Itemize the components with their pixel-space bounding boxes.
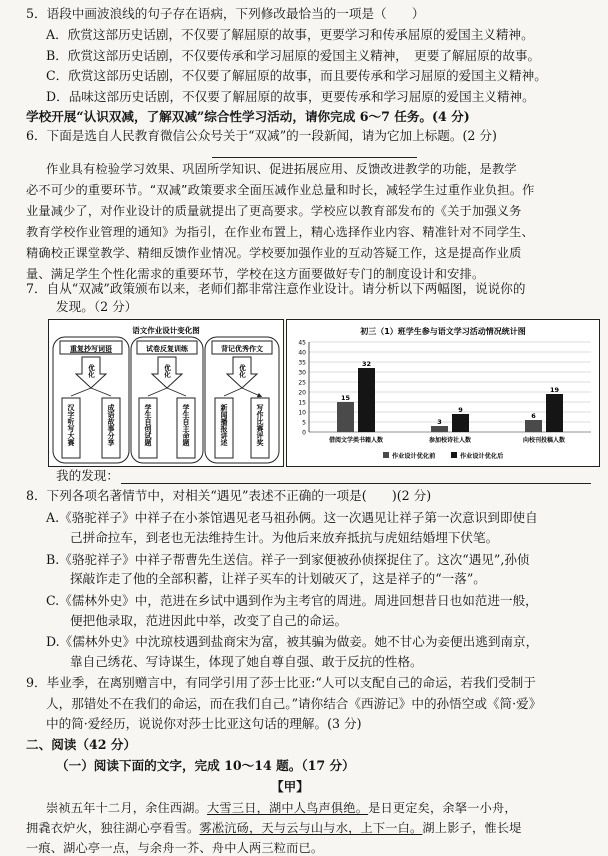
q6-title-blank[interactable] (212, 144, 417, 158)
bar-after (452, 414, 469, 432)
y-tick-label: 15 (298, 399, 306, 407)
bar-before (525, 420, 542, 432)
q9-line-1: 9．毕业季，在离别赠言中，有同学引用了莎士比亚:“人可以支配自己的命运，若我们受制于 (26, 675, 536, 690)
diagram-title: 语文作业设计变化图 (132, 326, 200, 335)
y-tick-label: 40 (298, 349, 306, 357)
q7-stem-line-2: 发现。（2 分） (56, 299, 138, 314)
activity-chart-svg (287, 320, 599, 466)
q9-line-3: 中的简·爱经历，说说你对莎士比亚这句话的理解。(3 分) (46, 716, 362, 731)
bar-value-label: 15 (340, 394, 351, 402)
q8-option-b-line-2: 探敲诈走了他的全部积蓄，让祥子买车的计划破灭了，这是祥子的“一落”。 (70, 571, 486, 586)
q5-stem: 5．语段中画波浪线的句子存在语病，下列修改最恰当的一项是（ ） (26, 6, 425, 21)
legend-swatch (451, 452, 457, 458)
q5-option-d: D．品味这部历史话剧，不仅要了解屈原的故事，更要传承和学习屈原的爱国主义精神。 (46, 89, 535, 104)
leaf-3: 学生自创试题 (144, 404, 152, 446)
leaf-6: 写作比赛评奖 (256, 404, 264, 446)
q7-figures (48, 319, 600, 467)
q8-option-b-line-1: B.《骆驼祥子》中祥子帮曹先生送信。祥子一到家便被孙侦探捉住了。这次“遇见”,孙侦 (46, 552, 530, 567)
y-tick-label: 20 (298, 389, 306, 397)
optimize-arrow-right (227, 357, 257, 388)
y-tick-label: 25 (298, 379, 306, 387)
y-tick-label: 35 (298, 359, 306, 367)
q9-line-2: 人，那错处不在我们的命运，而在我们自己。”请你结合《西游记》中的孙悟空或《简·爱》 (46, 696, 542, 711)
passage-line-1: 崇祯五年十二月，余住西湖。大雪三日，湖中人鸟声俱绝。是日更定矣，余拏一小舟， (46, 801, 517, 815)
bar-value-label: 6 (531, 412, 536, 420)
diagram-top-left-label: 重复抄写词语 (70, 345, 112, 353)
q7-stem-line-1: 7．自从“双减”政策颁布以来，老师们都非常注意作业设计。请分析以下两幅图，说说你的 (26, 281, 526, 296)
x-category-label: 借阅文学类书籍人数 (328, 437, 384, 444)
bar-after (358, 368, 375, 432)
leaf-1: 汉字听写大赛 (67, 404, 75, 446)
bar-before (431, 426, 448, 432)
y-tick-label: 0 (302, 429, 306, 437)
q8-stem: 8．下列各项名著情节中，对相关“遇见”表述不正确的一项是( )(2 分) (26, 488, 432, 503)
chart-title: 初三（1）班学生参与语文学习活动情况统计图 (360, 327, 526, 336)
passage-label: 【甲】 (271, 779, 309, 794)
q6-news-line-6: 量、满足学生个性化需求的重要环节，学校在这方面要做好专门的制度设计和安排。 (26, 267, 485, 281)
q5-option-a: A．欣赏这部历史话剧，不仅要了解屈原的故事，更要学习和传承屈原的爱国主义精神。 (46, 27, 534, 42)
q6-stem: 6．下面是选自人民教育微信公众号关于“双减”的一段新闻，请为它加上标题。(2 分) (26, 128, 497, 143)
optimize-arrow-middle (152, 357, 182, 388)
y-tick-label: 5 (302, 419, 306, 427)
svg-text:优化: 优化 (87, 364, 95, 378)
y-tick-label: 45 (298, 339, 306, 347)
q6-news-line-2: 必不可少的重要环节。“双减”政策要求全面压减作业总量和时长，减轻学生过重作业负担。作 (26, 183, 535, 197)
legend-label: 作业设计优化后 (460, 453, 504, 460)
passage-line-2: 拥毳衣炉火，独往湖心亭看雪。雾凇沆砀，天与云与山与水，上下一白。湖上影子，惟长堤 (26, 821, 522, 835)
q8-option-c-line-2: 便把他录取，范进因此中举，改变了自己的命运。 (70, 613, 348, 628)
x-category-label: 参加校诗社人数 (428, 437, 472, 444)
q6-news-line-3: 业量减少了，对作业设计的质量就提出了更高要求。学校应以教育部发布的《关于加强义务 (26, 204, 522, 218)
svg-text:优化: 优化 (163, 364, 171, 378)
homework-design-diagram (48, 319, 284, 467)
diagram-svg (49, 320, 283, 466)
section-heading: 二、阅读（42 分） (26, 737, 137, 752)
q7-answer-blank[interactable] (121, 470, 591, 484)
leaf-2: 成语故事分享 (107, 404, 115, 446)
bar-before (337, 402, 354, 432)
q8-option-d-line-2: 靠自己绣花、写诗谋生，体现了她自尊自强、敢于反抗的性格。 (70, 654, 423, 669)
bar-value-label: 19 (549, 386, 560, 394)
subsection-heading: （一）阅读下面的文字，完成 10～14 题。（17 分） (56, 758, 355, 773)
q6-news-line-1: 作业具有检验学习效果、巩固所学知识、促进拓展应用、反馈改进教学的功能，是教学 (46, 162, 517, 176)
bar-value-label: 9 (458, 406, 463, 414)
q7-answer-label: 我的发现： (56, 468, 119, 483)
q8-option-a-line-2: 己拼命拉车，到老也无法维持生计。为他后来放弃抵抗与虎妞结婚埋下伏笔。 (70, 530, 499, 545)
x-category-label: 向校刊投稿人数 (522, 437, 566, 444)
y-tick-label: 10 (298, 409, 306, 417)
leaf-4: 学生自主命题 (182, 404, 190, 446)
q8-option-c-line-1: C.《儒林外史》中，范进在乡试中遇到作为主考官的周进。周进回想昔日也如范进一般， (46, 593, 538, 608)
passage-line-3: 一痕、湖心亭一点，与余舟一芥、舟中人两三粒而已。 (26, 841, 324, 855)
bar-after (546, 394, 563, 432)
svg-text:优化: 优化 (238, 364, 246, 378)
q8-option-d-line-1: D.《儒林外史》中沈琼枝遇到盐商宋为富，被其骗为做妾。她不甘心为妾便出逃到南京， (46, 634, 539, 649)
q5-option-c: C．欣赏这部历史话剧，不仅要了解屈原的故事，而且要传承和学习屈原的爱国主义精神。 (46, 68, 547, 83)
q8-option-a-line-1: A.《骆驼祥子》中祥子在小茶馆遇见老马祖孙俩。这一次遇见让祥子第一次意识到即使自 (46, 510, 538, 525)
legend-swatch (383, 452, 389, 458)
activity-chart (286, 319, 600, 467)
q6-news-line-5: 精确校正课堂教学、精细反馈作业情况。学校要加强作业的互动答疑工作，这是提高作业质 (26, 246, 522, 260)
optimize-arrow-left (76, 357, 106, 388)
diagram-top-middle-label: 试卷反复训练 (146, 345, 188, 353)
leaf-5: 新闻播报讲述 (220, 404, 228, 446)
diagram-top-right-label: 背记优秀作文 (221, 345, 263, 353)
y-tick-label: 30 (298, 369, 306, 377)
task-heading: 学校开展“认识双减，了解双减”综合性学习活动，请你完成 6～7 任务。(4 分) (26, 109, 470, 124)
bar-value-label: 32 (361, 360, 372, 368)
q6-news-line-4: 教育学校作业管理的通知》为指引，在作业布置上，精心选择作业内容、精准针对不同学生、 (26, 225, 534, 239)
q5-option-b: B．欣赏这部历史话剧，不仅要传承和学习屈原的爱国主义精神， 更要了解屈原的故事。 (46, 48, 541, 63)
legend-label: 作业设计优化前 (392, 453, 436, 460)
bar-value-label: 3 (437, 418, 442, 426)
